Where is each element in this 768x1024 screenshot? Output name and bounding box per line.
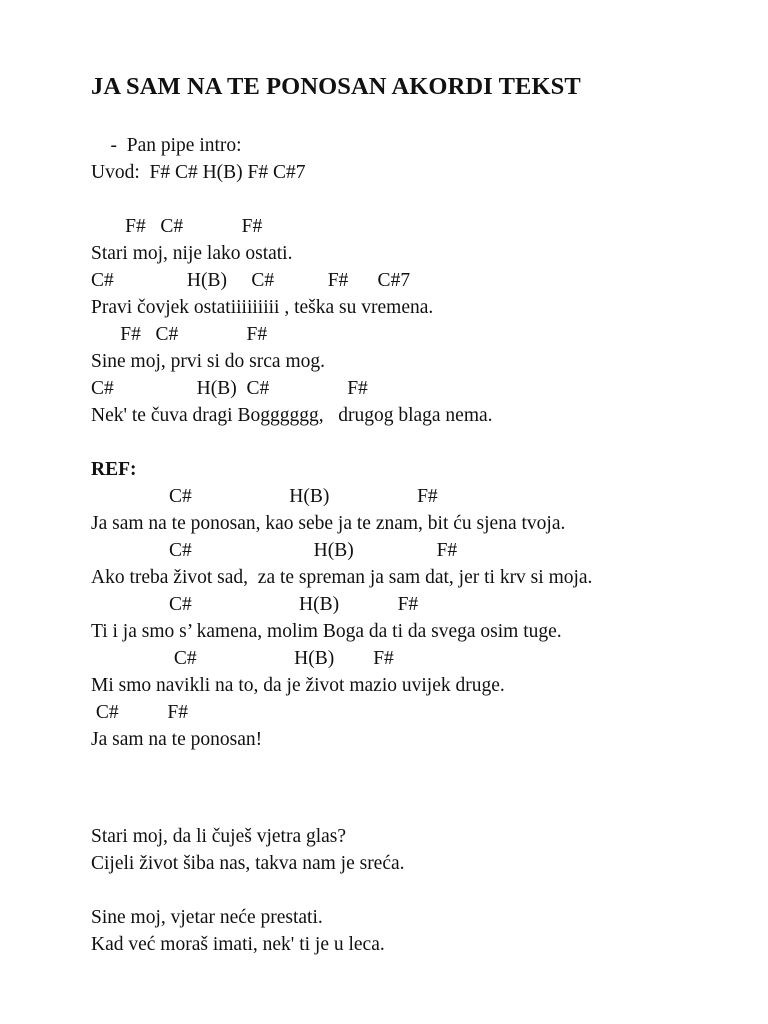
song-title: JA SAM NA TE PONOSAN AKORDI TEKST: [91, 73, 581, 100]
verse1-chords-4: C# H(B) C# F#: [91, 378, 368, 399]
refrain-chords-3: C# H(B) F#: [91, 594, 419, 615]
refrain-chords-5: C# F#: [91, 702, 188, 723]
verse1-chords-2: C# H(B) C# F# C#7: [91, 270, 411, 291]
refrain-chords-2: C# H(B) F#: [91, 540, 458, 561]
refrain-chords-4: C# H(B) F#: [91, 648, 394, 669]
refrain-lyric-1: Ja sam na te ponosan, kao sebe ja te znam, bit ću sjena tvoja.: [91, 513, 566, 534]
verse1-chords-1: F# C# F#: [91, 216, 263, 237]
refrain-chords-1: C# H(B) F#: [91, 486, 438, 507]
verse2-lyric-1: Stari moj, da li čuješ vjetra glas?: [91, 826, 347, 847]
verse1-chords-3: F# C# F#: [91, 324, 268, 345]
refrain-lyric-5: Ja sam na te ponosan!: [91, 729, 263, 750]
verse2-lyric-4: Kad već moraš imati, nek' ti je u leca.: [91, 934, 385, 955]
verse1-lyric-3: Sine moj, prvi si do srca mog.: [91, 351, 325, 372]
refrain-label: REF:: [91, 459, 137, 480]
refrain-lyric-2: Ako treba život sad, za te spreman ja sam dat, jer ti krv si moja.: [91, 567, 593, 588]
verse1-lyric-2: Pravi čovjek ostatiiiiiiiii , teška su vremena.: [91, 297, 434, 318]
intro-chords: Uvod: F# C# H(B) F# C#7: [91, 162, 306, 183]
verse1-lyric-4: Nek' te čuva dragi Bogggggg, drugog blaga nema.: [91, 405, 493, 426]
verse2-lyric-3: Sine moj, vjetar neće prestati.: [91, 907, 323, 928]
refrain-lyric-4: Mi smo navikli na to, da je život mazio uvijek druge.: [91, 675, 505, 696]
intro-label: - Pan pipe intro:: [91, 135, 242, 156]
refrain-lyric-3: Ti i ja smo s’ kamena, molim Boga da ti da svega osim tuge.: [91, 621, 562, 642]
verse2-lyric-2: Cijeli život šiba nas, takva nam je sreća.: [91, 853, 405, 874]
verse1-lyric-1: Stari moj, nije lako ostati.: [91, 243, 293, 264]
